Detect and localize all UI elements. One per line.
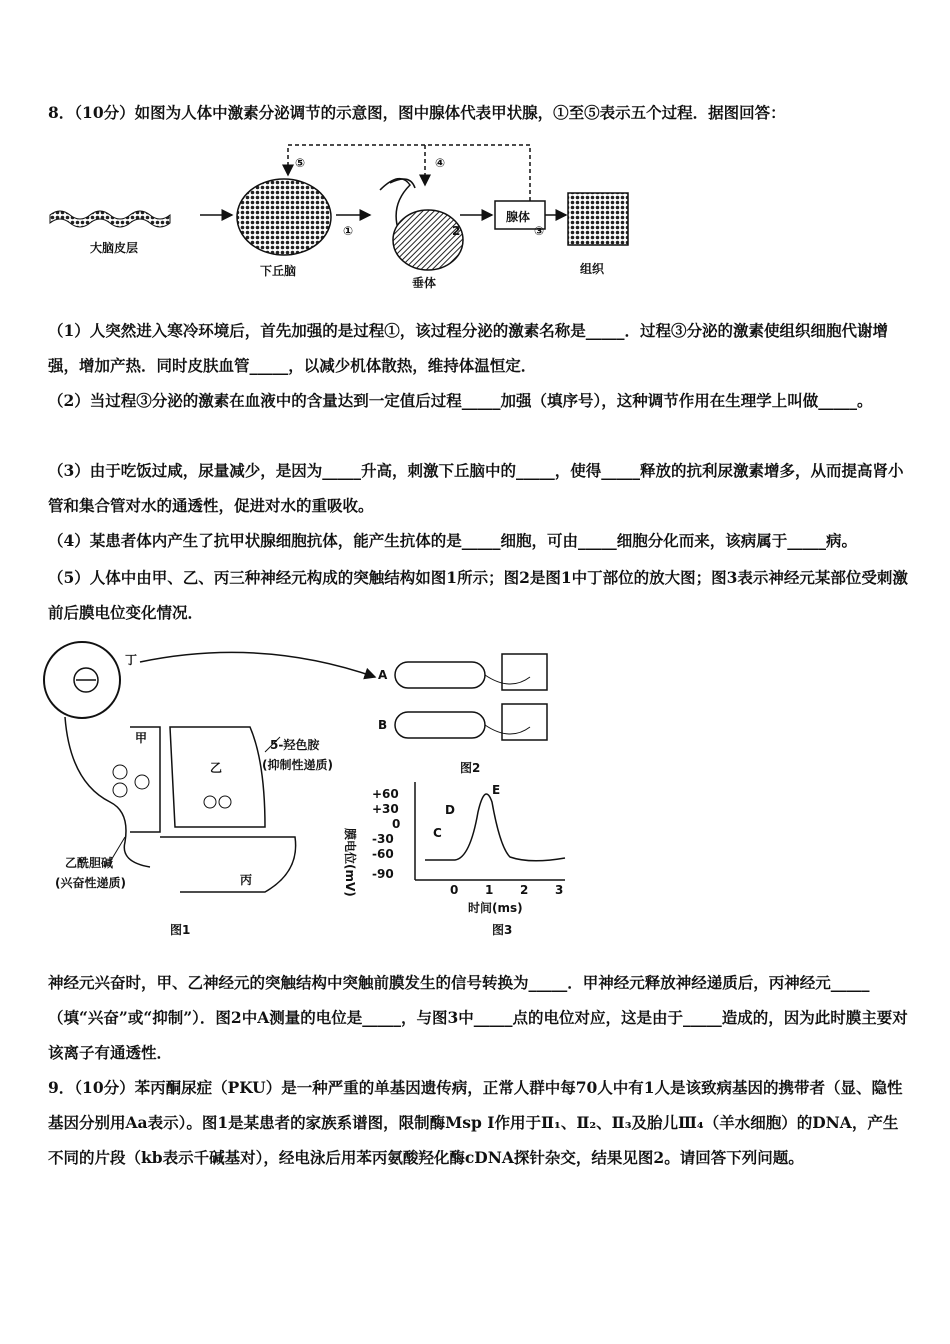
label-n1: ① <box>343 224 354 238</box>
q8-s2: （2）当过程③分泌的激素在血液中的含量达到一定值后过程_____加强（填序号），这种调节作用在生理学上叫做_____。 <box>48 391 873 410</box>
label-E: E <box>492 783 501 797</box>
label-B: B <box>378 718 388 732</box>
label-yi: 乙 <box>210 761 223 775</box>
xtick-1: 1 <box>485 883 494 897</box>
hypothalamus-shape <box>237 179 331 255</box>
label-bing: 丙 <box>240 873 253 887</box>
ytick-2: 0 <box>392 817 401 831</box>
ytick-1: +30 <box>372 802 399 816</box>
label-n2: 2 <box>452 224 461 238</box>
label-xlabel: 时间(ms) <box>468 901 523 915</box>
label-ach: 乙酰胆碱 <box>65 856 114 870</box>
ytick-4: -60 <box>372 847 394 861</box>
label-n5: ⑤ <box>295 156 306 170</box>
label-fig2: 图2 <box>460 761 481 775</box>
label-ylabel: 膜电位(mV) <box>343 828 357 897</box>
label-n4: ④ <box>435 156 446 170</box>
label-tissue: 组织 <box>580 262 605 276</box>
q8-intro: 8．（10分）如图为人体中激素分泌调节的示意图，图中腺体代表甲状腺，①至⑤表示五个过程．据图回答： <box>48 103 786 122</box>
q8-s3: （3）由于吃饭过咸，尿量减少，是因为_____升高，刺激下丘脑中的_____，使得_____释放的抗利尿激素增多，从而提高肾小管和集合管对水的通透性，促进对水的重吸收。 <box>48 461 904 515</box>
label-C: C <box>433 826 442 840</box>
label-serotonin: 5-羟色胺 <box>270 738 320 752</box>
neuron-bing <box>160 837 296 892</box>
ytick-3: -30 <box>372 832 394 846</box>
q8-s4: （4）某患者体内产生了抗甲状腺细胞抗体，能产生抗体的是_____细胞，可由_____细胞分化而来，该病属于_____病。 <box>48 531 858 550</box>
xtick-2: 2 <box>520 883 529 897</box>
neuron-yi <box>170 727 265 827</box>
q9-text: 9．（10分）苯丙酮尿症（PKU）是一种严重的单基因遗传病，正常人群中每70人中有1人是该致病基因的携带者（显、隐性基因分别用Aa表示）。图1是某患者的家族系谱图，限制酶Msp I作用于Ⅱ₁、Ⅱ₂、Ⅱ₃及胎儿Ⅲ₄（羊水细胞）的DNA，产生不同的片段（kb表示千碱基对），经电泳后用苯丙氨酸羟化酶cDNA探针杂交，结果见图2。请回答下列问题。 <box>48 1078 903 1167</box>
cortex-shape <box>50 211 170 227</box>
ytick-5: -90 <box>372 867 394 881</box>
tissue-shape <box>568 193 628 245</box>
label-gland: 腺体 <box>506 210 531 224</box>
label-A: A <box>378 668 388 682</box>
synapse-figure <box>40 632 600 950</box>
label-D: D <box>445 803 455 817</box>
q8-s6: 神经元兴奋时，甲、乙神经元的突触结构中突触前膜发生的信号转换为_____．甲神经元释放神经递质后，丙神经元_____（填“兴奋”或“抑制”）．图2中A测量的电位是_____，与图3中_____点的电位对应，这是由于_____造成的，因为此时膜主要对该离子有通透性． <box>48 973 908 1062</box>
label-ding: 丁 <box>125 653 138 667</box>
feedback-5 <box>288 145 530 201</box>
label-serotonin-note: (抑制性递质) <box>262 758 333 772</box>
label-cortex: 大脑皮层 <box>90 241 139 255</box>
hormone-regulation-figure <box>40 135 640 305</box>
axon-B <box>395 712 485 738</box>
label-ach-note: (兴奋性递质) <box>55 876 126 890</box>
pituitary-shape <box>393 210 463 270</box>
label-hypothalamus: 下丘脑 <box>260 264 297 278</box>
label-fig1: 图1 <box>170 923 191 937</box>
label-n3: ③ <box>534 224 545 238</box>
q8-s1: （1）人突然进入寒冷环境后，首先加强的是过程①，该过程分泌的激素名称是_____．过程③分泌的激素使组织细胞代谢增强，增加产热．同时皮肤血管_____，以减少机体散热，维持体温恒定． <box>48 321 889 375</box>
label-jia: 甲 <box>135 731 148 745</box>
label-fig3: 图3 <box>492 923 513 937</box>
ytick-0: +60 <box>372 787 399 801</box>
label-pituitary: 垂体 <box>412 276 437 290</box>
axon-A <box>395 662 485 688</box>
xtick-3: 3 <box>555 883 564 897</box>
q8-s5: （5）人体中由甲、乙、丙三种神经元构成的突触结构如图1所示；图2是图1中丁部位的放大图；图3表示神经元某部位受刺激前后膜电位变化情况． <box>48 568 908 622</box>
xtick-0: 0 <box>450 883 459 897</box>
